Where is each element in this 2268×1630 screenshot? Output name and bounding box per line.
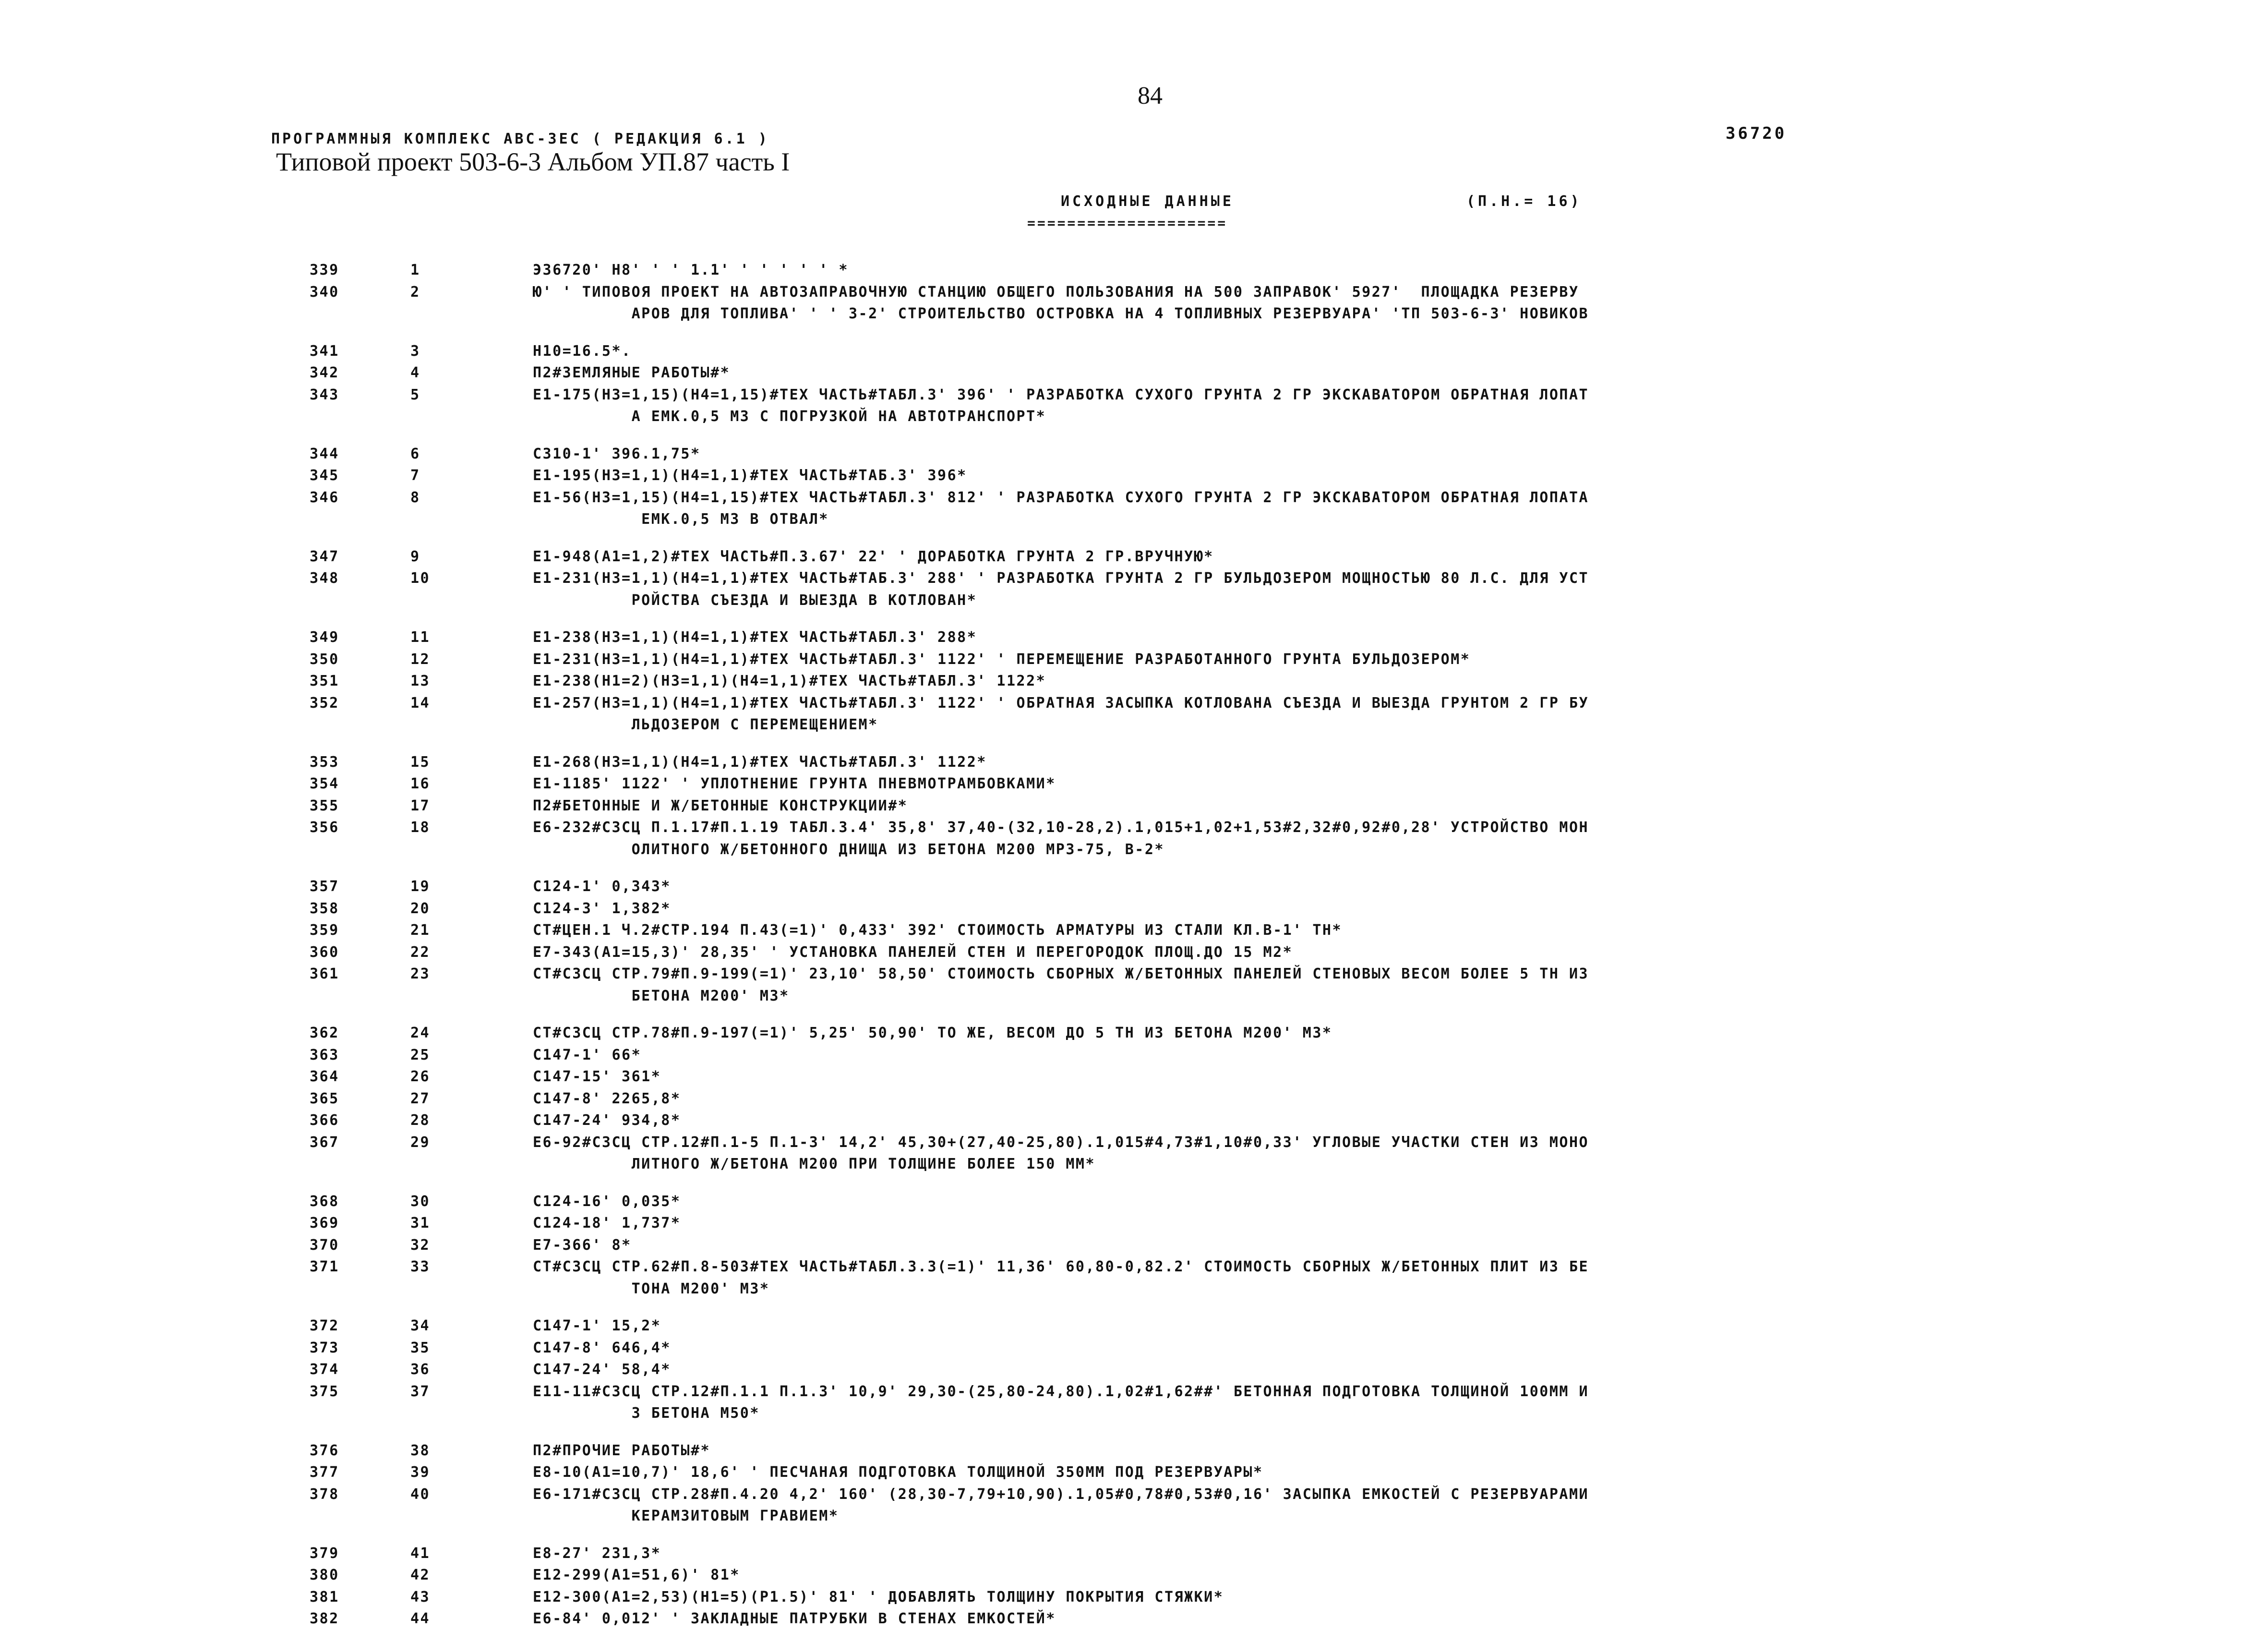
listing-row [0, 1543, 2268, 1565]
row-index: 42 [410, 1567, 431, 1583]
row-number: 362 [310, 1025, 339, 1041]
row-text: КЕРАМЗИТОВЫМ ГРАВИЕМ* [533, 1508, 839, 1524]
row-index: 37 [410, 1383, 431, 1400]
row-index: 40 [410, 1485, 431, 1503]
listing-row [0, 1110, 2268, 1132]
listing-row [0, 1066, 2268, 1088]
listing-row [0, 546, 2268, 568]
row-text: С147-8' 2265,8* [533, 1090, 681, 1107]
row-text: Е8-10(А1=10,7)' 18,6' ' ПЕСЧАНАЯ ПОДГОТОВКА ТОЛЩИНОЙ 350ММ ПОД РЕЗЕРВУАРЫ* [533, 1464, 1263, 1481]
listing-row [0, 1359, 2268, 1381]
row-number: 339 [310, 262, 339, 278]
row-text: С124-1' 0,343* [533, 878, 671, 895]
row-index: 21 [410, 922, 431, 939]
row-text: С147-1' 66* [533, 1046, 642, 1063]
listing-row [0, 259, 2268, 281]
row-index: 2 [410, 283, 420, 301]
row-text: Е7-343(А1=15,3)' 28,35' ' УСТАНОВКА ПАНЕЛЕЙ СТЕН И ПЕРЕГОРОДОК ПЛОЩ.ДО 15 М2* [533, 943, 1293, 961]
row-number: 381 [310, 1588, 339, 1606]
row-index: 26 [410, 1068, 431, 1085]
listing-row [0, 443, 2268, 465]
row-text: СТ#С3СЦ СТР.79#П.9-199(=1)' 23,10' 58,50' СТОИМОСТЬ СБОРНЫХ Ж/БЕТОННЫХ ПАНЕЛЕЙ СТЕНОВЫХ ВЕСОМ БОЛЕЕ 5 ТН ИЗ [533, 966, 1589, 982]
row-number: 361 [310, 966, 339, 982]
row-text: АРОВ ДЛЯ ТОПЛИВА' ' ' 3-2' СТРОИТЕЛЬСТВО ОСТРОВКА НА 4 ТОПЛИВНЫХ РЕЗЕРВУАРА' 'ТП 503-6-3' НОВИКОВ [533, 305, 1589, 322]
section-underline: ==================== [1027, 215, 1228, 231]
listing-row [0, 1381, 2268, 1425]
row-number: 359 [310, 922, 339, 939]
listing-row [0, 898, 2268, 920]
row-index: 27 [410, 1090, 431, 1107]
row-text: Е1-238(Н1=2)(Н3=1,1)(Н4=1,1)#ТЕХ ЧАСТЬ#ТАБЛ.3' 1122* [533, 673, 1046, 689]
row-text: Е1-231(Н3=1,1)(Н4=1,1)#ТЕХ ЧАСТЬ#ТАБ.3' 288' ' РАЗРАБОТКА ГРУНТА 2 ГР БУЛЬДОЗЕРОМ МОЩНОСТЬЮ 80 Л.С. ДЛЯ УСТ [533, 570, 1589, 587]
row-number: 366 [310, 1112, 339, 1129]
row-number: 346 [310, 489, 339, 506]
row-index: 43 [410, 1588, 431, 1606]
page-number: 84 [1138, 82, 1163, 109]
row-text: С124-18' 1,737* [533, 1215, 681, 1232]
row-number: 378 [310, 1485, 339, 1503]
row-text: Е1-231(Н3=1,1)(Н4=1,1)#ТЕХ ЧАСТЬ#ТАБЛ.3' 1122' ' ПЕРЕМЕЩЕНИЕ РАЗРАБОТАННОГО ГРУНТА БУЛЬДОЗЕРОМ* [533, 651, 1471, 668]
listing-row [0, 795, 2268, 817]
row-index: 25 [410, 1046, 431, 1063]
row-number: 348 [310, 570, 339, 587]
listing-row [0, 751, 2268, 773]
listing-row [0, 1315, 2268, 1337]
row-index: 33 [410, 1258, 431, 1275]
row-number: 350 [310, 651, 339, 668]
listing-row [0, 487, 2268, 531]
row-number: 340 [310, 283, 339, 301]
row-text: Е1-268(Н3=1,1)(Н4=1,1)#ТЕХ ЧАСТЬ#ТАБЛ.3' 1122* [533, 753, 987, 771]
row-text: Е1-1185' 1122' ' УПЛОТНЕНИЕ ГРУНТА ПНЕВМОТРАМБОВКАМИ* [533, 775, 1056, 792]
row-text: Е7-366' 8* [533, 1236, 632, 1254]
row-index: 16 [410, 775, 431, 792]
row-index: 17 [410, 797, 431, 814]
listing-row [0, 919, 2268, 942]
listing-row [0, 963, 2268, 1007]
row-number: 368 [310, 1193, 339, 1210]
row-text: Е12-299(А1=51,6)' 81* [533, 1567, 740, 1583]
row-number: 371 [310, 1258, 339, 1275]
listing-row [0, 1337, 2268, 1359]
row-number: 375 [310, 1383, 339, 1400]
row-index: 20 [410, 900, 431, 917]
row-number: 373 [310, 1339, 339, 1356]
data-listing [0, 259, 2268, 1630]
page-reference: (П.Н.= 16) [1466, 193, 1582, 210]
listing-row [0, 876, 2268, 898]
row-text: СТ#С3СЦ СТР.62#П.8-503#ТЕХ ЧАСТЬ#ТАБЛ.3.3(=1)' 11,36' 60,80-0,82.2' СТОИМОСТЬ СБОРНЫХ Ж/БЕТОННЫХ ПЛИТ ИЗ БЕ [533, 1258, 1589, 1275]
listing-row [0, 670, 2268, 692]
listing-row [0, 627, 2268, 649]
row-number: 344 [310, 445, 339, 462]
row-index: 9 [410, 548, 420, 565]
row-text: С124-16' 0,035* [533, 1193, 681, 1210]
listing-row [0, 1132, 2268, 1175]
row-text: СТ#ЦЕН.1 Ч.2#СТР.194 П.43(=1)' 0,433' 392' СТОИМОСТЬ АРМАТУРЫ ИЗ СТАЛИ КЛ.В-1' ТН* [533, 922, 1343, 939]
row-number: 365 [310, 1090, 339, 1107]
listing-row [0, 384, 2268, 428]
row-text: БЕТОНА М200' М3* [533, 987, 790, 1004]
row-index: 11 [410, 629, 431, 646]
row-text: СТ#С3СЦ СТР.78#П.9-197(=1)' 5,25' 50,90' ТО ЖЕ, ВЕСОМ ДО 5 ТН ИЗ БЕТОНА М200' М3* [533, 1025, 1332, 1041]
listing-row [0, 281, 2268, 325]
row-number: 370 [310, 1236, 339, 1254]
row-index: 41 [410, 1545, 431, 1562]
row-text: А ЕМК.0,5 М3 С ПОГРУЗКОЙ НА АВТОТРАНСПОРТ* [533, 408, 1046, 425]
row-index: 32 [410, 1236, 431, 1254]
row-number: 355 [310, 797, 339, 814]
listing-row [0, 1564, 2268, 1586]
row-index: 19 [410, 878, 431, 895]
listing-row [0, 1484, 2268, 1527]
listing-row [0, 1461, 2268, 1484]
listing-row [0, 567, 2268, 611]
row-number: 379 [310, 1545, 339, 1562]
listing-row [0, 649, 2268, 671]
row-number: 374 [310, 1361, 339, 1378]
row-number: 377 [310, 1464, 339, 1481]
row-number: 358 [310, 900, 339, 917]
listing-row [0, 942, 2268, 964]
listing-row [0, 1234, 2268, 1256]
row-number: 343 [310, 386, 339, 403]
row-text: С147-1' 15,2* [533, 1317, 661, 1334]
row-number: 353 [310, 753, 339, 771]
row-number: 356 [310, 819, 339, 836]
row-text: С124-3' 1,382* [533, 900, 671, 917]
row-index: 6 [410, 445, 420, 462]
listing-row [0, 1440, 2268, 1462]
row-text: ЛЬДОЗЕРОМ С ПЕРЕМЕЩЕНИЕМ* [533, 716, 878, 733]
row-index: 29 [410, 1134, 431, 1151]
listing-row [0, 1044, 2268, 1066]
row-number: 341 [310, 342, 339, 360]
row-number: 352 [310, 694, 339, 712]
row-text: Н10=16.5*. [533, 342, 632, 360]
document-id: 36720 [1726, 124, 1787, 143]
row-index: 35 [410, 1339, 431, 1356]
row-number: 345 [310, 467, 339, 484]
row-text: Е1-195(Н3=1,1)(Н4=1,1)#ТЕХ ЧАСТЬ#ТАБ.3' 396* [533, 467, 967, 484]
row-index: 30 [410, 1193, 431, 1210]
row-index: 22 [410, 943, 431, 961]
row-index: 39 [410, 1464, 431, 1481]
row-text: П2#БЕТОННЫЕ И Ж/БЕТОННЫЕ КОНСТРУКЦИИ#* [533, 797, 908, 814]
row-text: Е6-171#С3СЦ СТР.28#П.4.20 4,2' 160' (28,30-7,79+10,90).1,05#0,78#0,53#0,16' ЗАСЫПКА ЕМКОСТЕЙ С РЕЗЕРВУАРАМИ [533, 1485, 1589, 1503]
row-text: ЛИТНОГО Ж/БЕТОНА М200 ПРИ ТОЛЩИНЕ БОЛЕЕ 150 ММ* [533, 1156, 1096, 1172]
row-index: 15 [410, 753, 431, 771]
row-text: З БЕТОНА М50* [533, 1405, 760, 1422]
row-index: 24 [410, 1025, 431, 1041]
row-index: 18 [410, 819, 431, 836]
row-text: Е1-175(Н3=1,15)(Н4=1,15)#ТЕХ ЧАСТЬ#ТАБЛ.3' 396' ' РАЗРАБОТКА СУХОГО ГРУНТА 2 ГР ЭКСКАВАТОРОМ ОБРАТНАЯ ЛОПАТ [533, 386, 1589, 403]
row-number: 363 [310, 1046, 339, 1063]
row-number: 369 [310, 1215, 339, 1232]
listing-row [0, 773, 2268, 795]
row-number: 372 [310, 1317, 339, 1334]
row-index: 36 [410, 1361, 431, 1378]
row-index: 31 [410, 1215, 431, 1232]
row-number: 376 [310, 1442, 339, 1459]
listing-row [0, 362, 2268, 384]
row-text: С147-15' 361* [533, 1068, 661, 1085]
project-title: Типовой проект 503-6-3 Альбом УП.87 часть I [276, 147, 790, 176]
row-text: РОЙСТВА СЪЕЗДА И ВЫЕЗДА В КОТЛОВАН* [533, 592, 977, 609]
listing-row [0, 1088, 2268, 1110]
row-text: ЕМК.0,5 М3 В ОТВАЛ* [533, 511, 829, 528]
row-index: 7 [410, 467, 420, 484]
row-number: 354 [310, 775, 339, 792]
row-index: 34 [410, 1317, 431, 1334]
row-index: 28 [410, 1112, 431, 1129]
row-number: 347 [310, 548, 339, 565]
row-number: 360 [310, 943, 339, 961]
listing-row [0, 1586, 2268, 1608]
row-text: ОЛИТНОГО Ж/БЕТОННОГО ДНИЩА ИЗ БЕТОНА М200 МРЗ-75, В-2* [533, 841, 1164, 858]
row-text: Е1-948(А1=1,2)#ТЕХ ЧАСТЬ#П.3.67' 22' ' ДОРАБОТКА ГРУНТА 2 ГР.ВРУЧНУЮ* [533, 548, 1214, 565]
row-index: 3 [410, 342, 420, 360]
row-index: 38 [410, 1442, 431, 1459]
row-text: С147-24' 934,8* [533, 1112, 681, 1129]
row-index: 8 [410, 489, 420, 506]
row-number: 342 [310, 364, 339, 381]
row-index: 4 [410, 364, 420, 381]
row-number: 364 [310, 1068, 339, 1085]
row-number: 380 [310, 1567, 339, 1583]
listing-row [0, 1608, 2268, 1630]
row-text: ТОНА М200' М3* [533, 1280, 770, 1297]
row-text: Э36720' Н8' ' ' 1.1' ' ' ' ' ' * [533, 262, 849, 278]
row-text: Е1-56(Н3=1,15)(Н4=1,15)#ТЕХ ЧАСТЬ#ТАБЛ.3' 812' ' РАЗРАБОТКА СУХОГО ГРУНТА 2 ГР ЭКСКАВАТОРОМ ОБРАТНАЯ ЛОПАТА [533, 489, 1589, 506]
row-index: 12 [410, 651, 431, 668]
listing-row [0, 1212, 2268, 1234]
row-text: Е1-257(Н3=1,1)(Н4=1,1)#ТЕХ ЧАСТЬ#ТАБЛ.3' 1122' ' ОБРАТНАЯ ЗАСЫПКА КОТЛОВАНА СЪЕЗДА И ВЫЕЗДА ГРУНТОМ 2 ГР БУ [533, 694, 1589, 712]
row-index: 23 [410, 966, 431, 982]
row-text: Е11-11#С3СЦ СТР.12#П.1.1 П.1.3' 10,9' 29,30-(25,80-24,80).1,02#1,62##' БЕТОННАЯ ПОДГОТОВКА ТОЛЩИНОЙ 100ММ И [533, 1383, 1589, 1400]
program-header: ПРОГРАММНЫЯ КОМПЛЕКС АВС-ЗЕС ( РЕДАКЦИЯ 6.1 ) [271, 131, 769, 147]
listing-row [0, 1191, 2268, 1213]
row-text: Е1-238(Н3=1,1)(Н4=1,1)#ТЕХ ЧАСТЬ#ТАБЛ.3' 288* [533, 629, 977, 646]
row-text: С310-1' 396.1,75* [533, 445, 701, 462]
row-text: П2#ЗЕМЛЯНЫЕ РАБОТЫ#* [533, 364, 731, 381]
row-number: 382 [310, 1610, 339, 1627]
row-text: Ю' ' ТИПОВОЯ ПРОЕКТ НА АВТОЗАПРАВОЧНУЮ СТАНЦИЮ ОБЩЕГО ПОЛЬЗОВАНИЯ НА 500 ЗАПРАВОК' 5927' ПЛОЩАДКА РЕЗЕРВУ [533, 283, 1579, 301]
listing-row [0, 1256, 2268, 1300]
row-index: 14 [410, 694, 431, 712]
listing-row [0, 465, 2268, 487]
row-text: С147-24' 58,4* [533, 1361, 671, 1378]
row-index: 13 [410, 673, 431, 689]
row-number: 357 [310, 878, 339, 895]
row-number: 367 [310, 1134, 339, 1151]
row-text: Е8-27' 231,3* [533, 1545, 661, 1562]
listing-row [0, 817, 2268, 860]
row-text: С147-8' 646,4* [533, 1339, 671, 1356]
section-title: ИСХОДНЫЕ ДАННЫЕ [1061, 193, 1234, 210]
listing-row [0, 340, 2268, 362]
row-text: Е12-300(А1=2,53)(Н1=5)(Р1.5)' 81' ' ДОБАВЛЯТЬ ТОЛЩИНУ ПОКРЫТИЯ СТЯЖКИ* [533, 1588, 1224, 1606]
row-text: Е6-92#С3СЦ СТР.12#П.1-5 П.1-3' 14,2' 45,30+(27,40-25,80).1,015#4,73#1,10#0,33' УГЛОВЫЕ УЧАСТКИ СТЕН ИЗ МОНО [533, 1134, 1589, 1151]
row-text: П2#ПРОЧИЕ РАБОТЫ#* [533, 1442, 711, 1459]
row-number: 349 [310, 629, 339, 646]
listing-row [0, 692, 2268, 736]
row-text: Е6-84' 0,012' ' ЗАКЛАДНЫЕ ПАТРУБКИ В СТЕНАХ ЕМКОСТЕЙ* [533, 1610, 1056, 1627]
row-number: 351 [310, 673, 339, 689]
row-text: Е6-232#С3СЦ П.1.17#П.1.19 ТАБЛ.3.4' 35,8' 37,40-(32,10-28,2).1,015+1,02+1,53#2,32#0,92#0,28' УСТРОЙСТВО МОН [533, 819, 1589, 836]
row-index: 1 [410, 262, 420, 278]
row-index: 10 [410, 570, 431, 587]
listing-row [0, 1022, 2268, 1044]
row-index: 5 [410, 386, 420, 403]
row-index: 44 [410, 1610, 431, 1627]
